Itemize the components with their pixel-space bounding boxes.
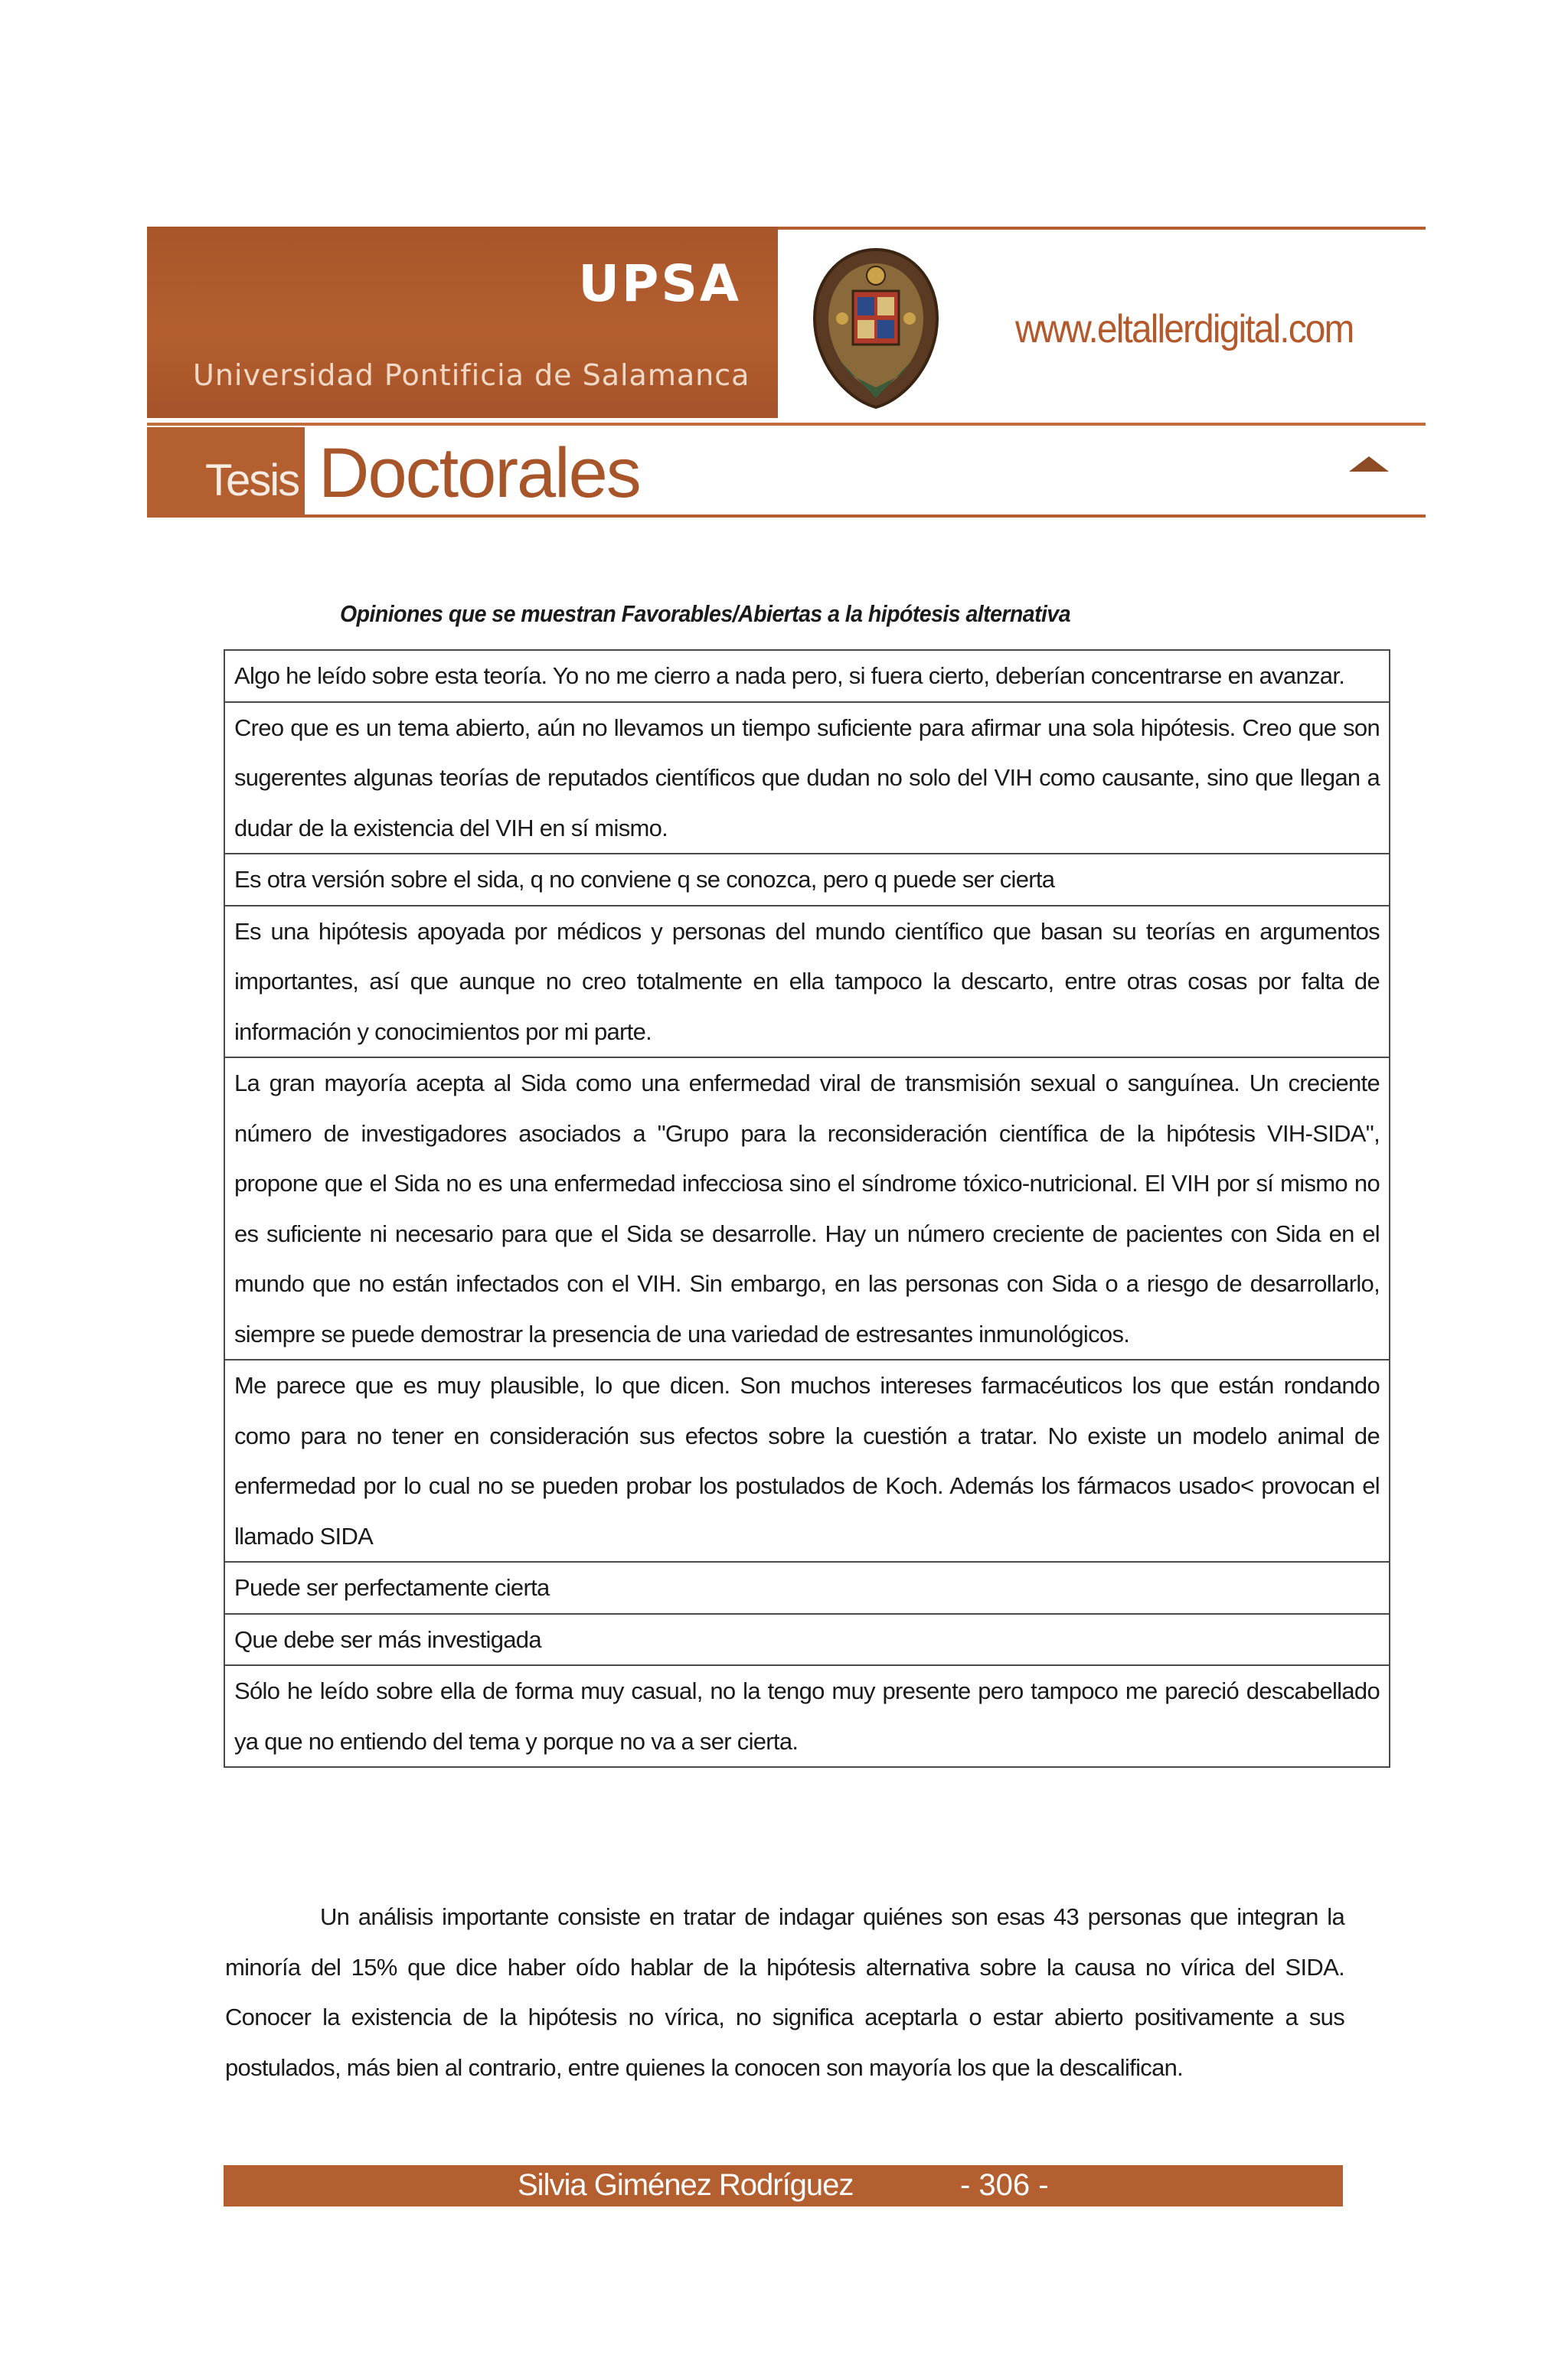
table-row xyxy=(224,906,1390,1058)
table-caption: Opiniones que se muestran Favorables/Abiertas a la hipótesis alternativa xyxy=(340,600,1071,627)
table-cell: Es otra versión sobre el sida, q no conviene q se conozca, pero q puede ser cierta xyxy=(224,854,1390,906)
banner-section-title xyxy=(147,427,1426,518)
table-cell: Es una hipótesis apoyada por médicos y personas del mundo científico que basan su teorías en argumentos importantes, así que aunque no creo totalmente en ella tampoco la descarto, entre otras cosas por falta de información y conocimientos por mi parte. xyxy=(224,906,1390,1058)
banner-website-block xyxy=(778,227,1426,418)
body-paragraph: Un análisis importante consiste en tratar de indagar quiénes son esas 43 personas que integran la minoría del 15% que dice haber oído hablar de la hipótesis alternativa sobre la causa no vírica del SIDA. Conocer la existencia de la hipótesis no vírica, no significa aceptarla o estar abierto positivamente a sus postulados, más bien al contrario, entre quienes la conocen son mayoría los que la descalifican. xyxy=(225,1903,1344,2081)
section-label-large: Doctorales xyxy=(318,434,640,512)
table-cell: La gran mayoría acepta al Sida como una enfermedad viral de transmisión sexual o sanguínea. Un creciente número de investigadores asociados a "Grupo para la reconsideración científica de la hipótesis VIH-SIDA", propone que el Sida no es una enfermedad infecciosa sino el síndrome tóxico-nutricional. El VIH por sí mismo no es suficiente ni necesario para que el Sida se desarrolle. Hay un número creciente de pacientes con Sida en el mundo que no están infectados con el VIH. Sin embargo, en las personas con Sida o a riesgo de desarrollarlo, siempre se puede demostrar la presencia de una variedad de estresantes inmunológicos. xyxy=(224,1057,1390,1360)
table-row xyxy=(224,702,1390,854)
table-cell: Sólo he leído sobre ella de forma muy casual, no la tengo muy presente pero tampoco me pareció descabellado ya que no entiendo del tema y porque no va a ser cierta. xyxy=(224,1665,1390,1767)
banner-university-block xyxy=(147,227,778,418)
banner-divider-line xyxy=(147,423,1426,426)
table-cell: Creo que es un tema abierto, aún no llevamos un tiempo suficiente para afirmar una sola hipótesis. Creo que son sugerentes algunas teorías de reputados científicos que dudan no solo del VIH como causante, sino que llegan a dudar de la existencia del VIH en sí mismo. xyxy=(224,702,1390,854)
table-row xyxy=(224,650,1390,702)
university-crest-icon xyxy=(808,245,943,410)
footer-author: Silvia Giménez Rodríguez xyxy=(518,2168,854,2202)
website-link[interactable]: www.eltallerdigital.com xyxy=(1015,307,1354,351)
table-row xyxy=(224,1562,1390,1614)
table-row xyxy=(224,1360,1390,1562)
header-banner xyxy=(147,227,1426,518)
table-cell: Me parece que es muy plausible, lo que dicen. Son muchos intereses farmacéuticos los que están rondando como para no tener en consideración sus efectos sobre la cuestión a tratar. No existe un modelo animal de enfermedad por lo cual no se pueden probar los postulados de Koch. Además los fármacos usado< provocan el llamado SIDA xyxy=(224,1360,1390,1562)
table-cell: Puede ser perfectamente cierta xyxy=(224,1562,1390,1614)
table-row xyxy=(224,1057,1390,1360)
up-arrow-icon[interactable] xyxy=(1349,456,1389,472)
table-row xyxy=(224,854,1390,906)
page-number: - 306 - xyxy=(960,2168,1049,2202)
table-cell: Algo he leído sobre esta teoría. Yo no me cierro a nada pero, si fuera cierto, deberían concentrarse en avanzar. xyxy=(224,650,1390,702)
section-label-small: Tesis xyxy=(205,456,299,505)
footer-bar xyxy=(224,2165,1343,2207)
table-cell: Que debe ser más investigada xyxy=(224,1614,1390,1666)
university-acronym: UPSA xyxy=(578,254,741,313)
table-row xyxy=(224,1665,1390,1767)
table-row xyxy=(224,1614,1390,1666)
university-name: Universidad Pontificia de Salamanca xyxy=(193,358,750,392)
opinions-table xyxy=(224,649,1390,1768)
section-label-box xyxy=(147,427,305,518)
